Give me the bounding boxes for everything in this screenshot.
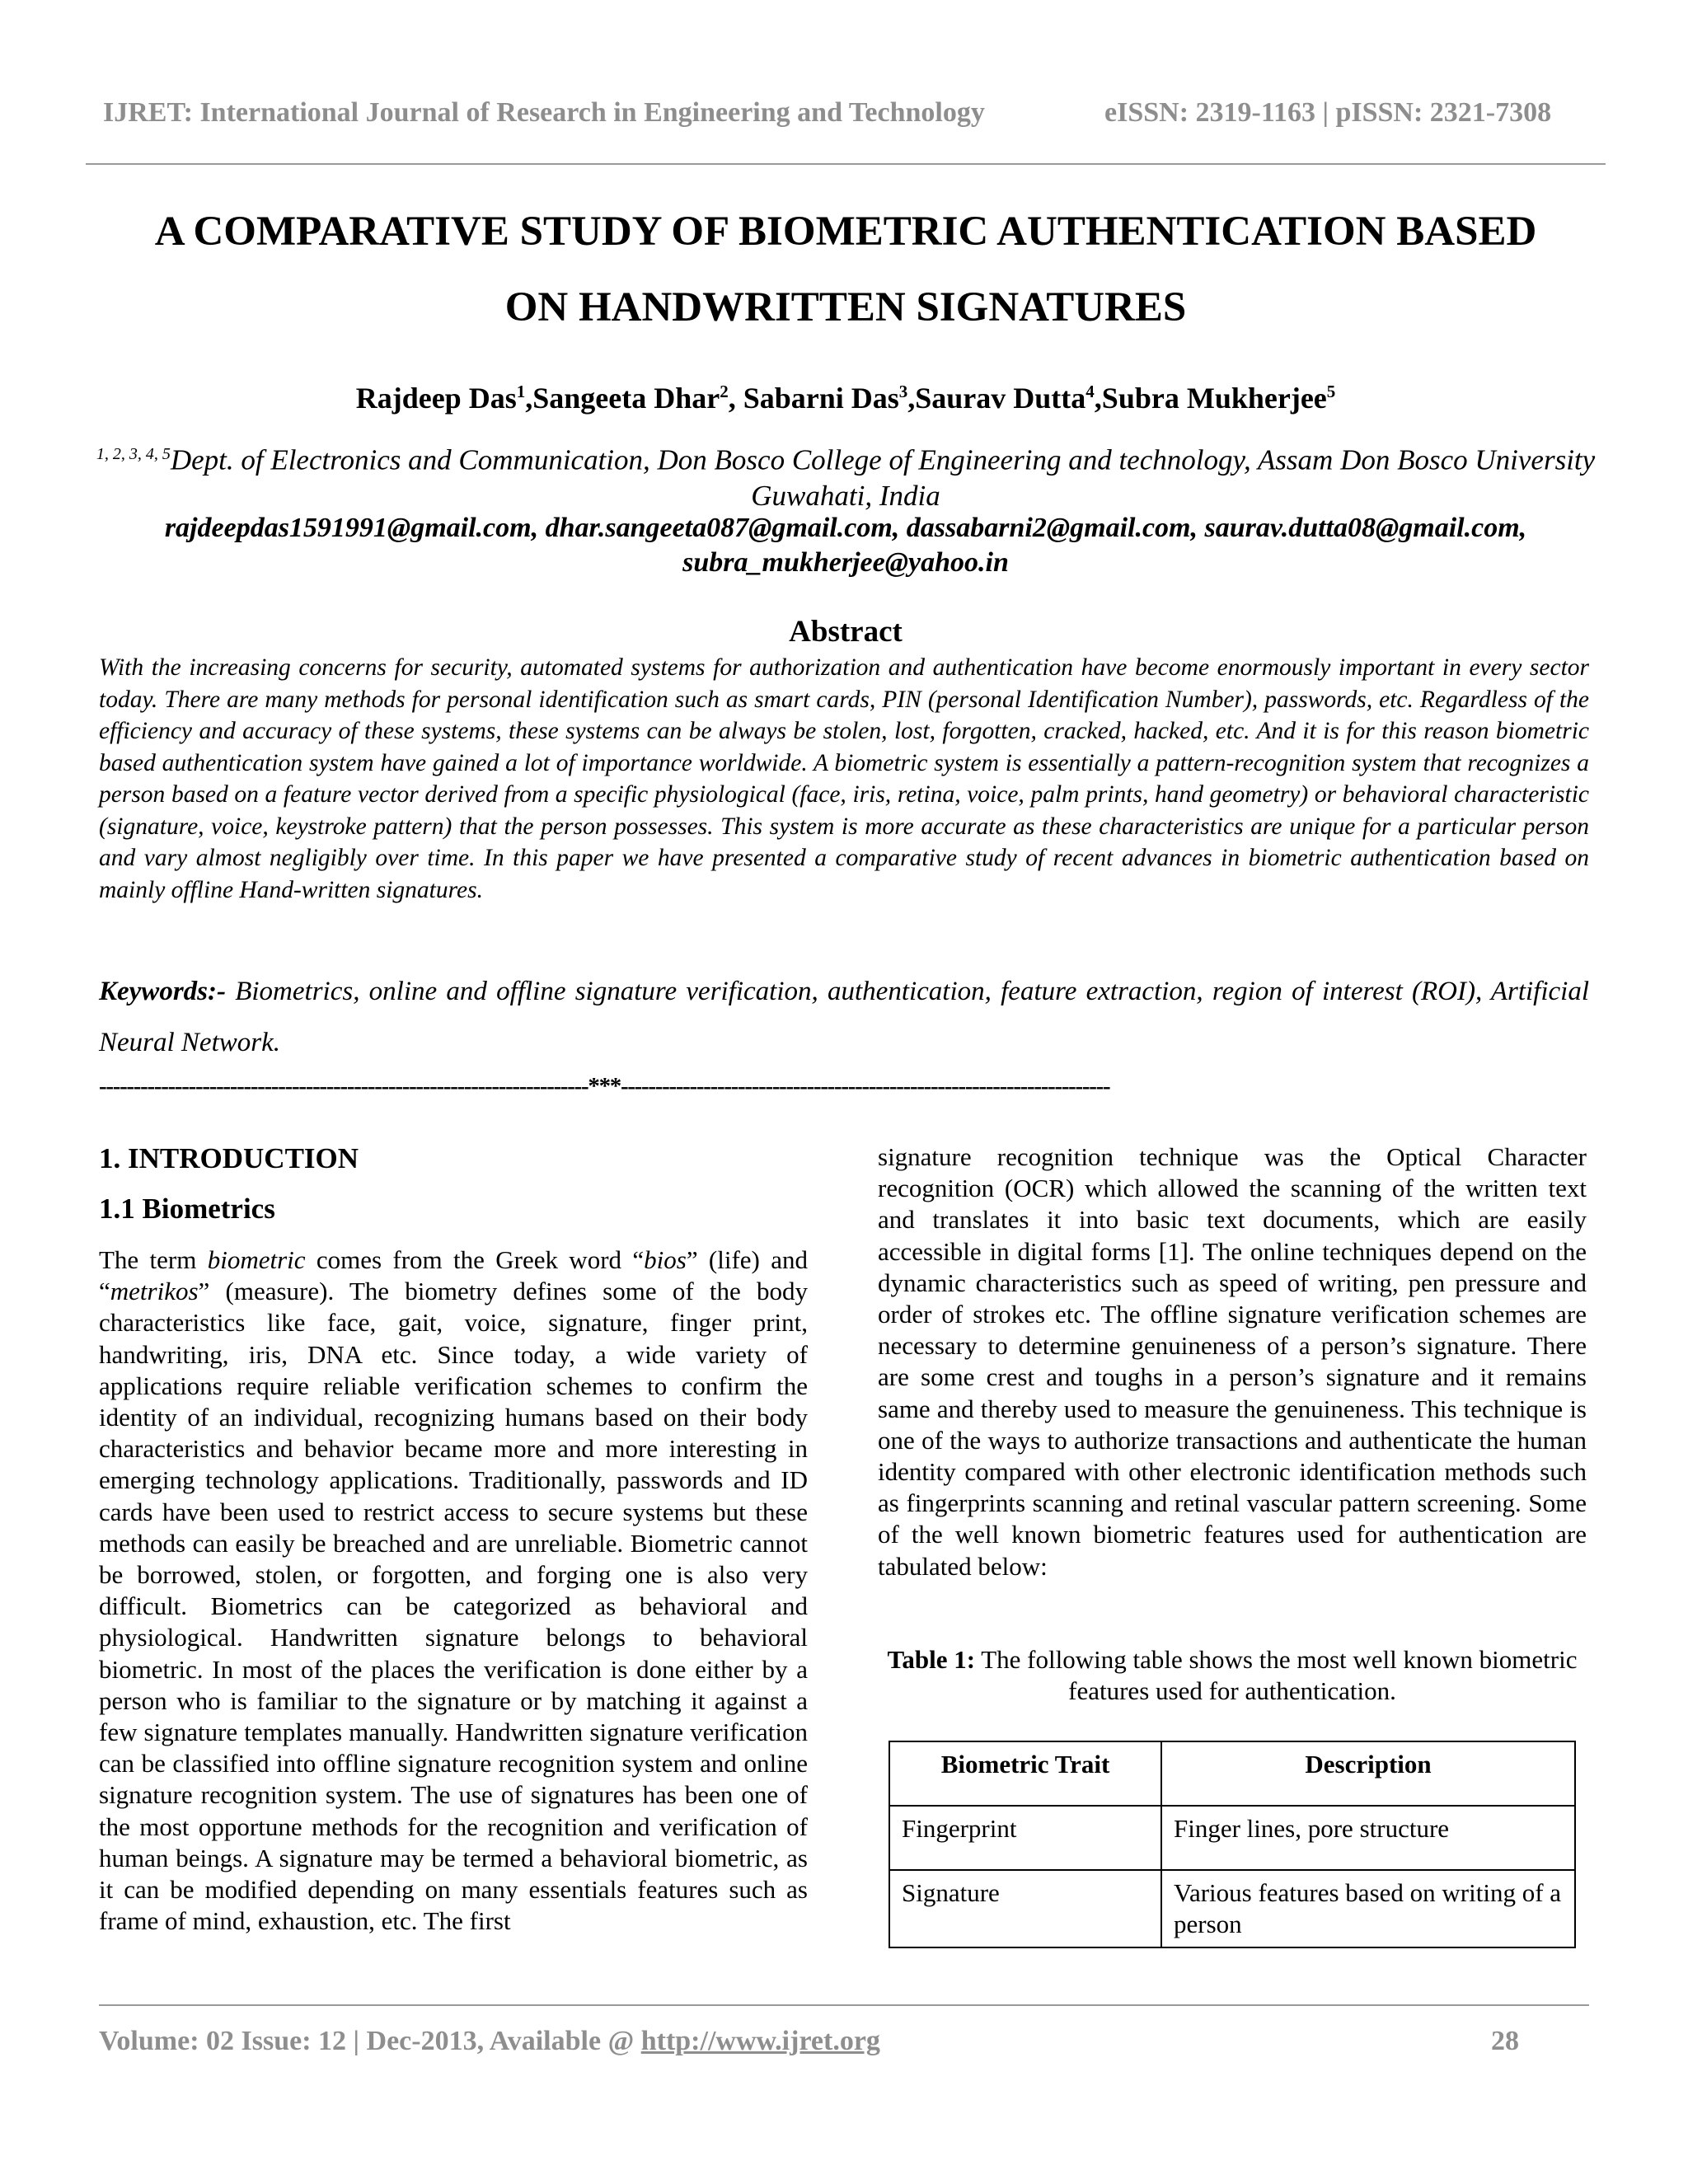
issn: eISSN: 2319-1163 | pISSN: 2321-7308: [1104, 97, 1552, 128]
journal-name: IJRET: International Journal of Research in Engineering and Technology: [103, 97, 985, 128]
author-name: Sabarni Das: [743, 382, 899, 415]
author-list: Rajdeep Das$^1$,Sangeeta Dhar$^2$, Sabarni Das$^3$,Saurav Dutta$^4$,Subra Mukherjee$^5$: [355, 382, 1336, 415]
table-caption-text: The following table shows the most well known biometric features used for authentication.: [975, 1645, 1578, 1705]
author-name: Saurav Dutta: [915, 382, 1086, 415]
keywords: [99, 966, 1589, 1068]
subsection-heading: 1.1 Biometrics: [99, 1193, 275, 1225]
table-caption: [878, 1644, 1587, 1707]
footer-text: Volume: 02 Issue: 12 | Dec-2013, Available @: [99, 2026, 641, 2056]
text-run: ” (life) and “: [99, 1245, 808, 1306]
author-sup: 2: [720, 382, 729, 401]
text-run-italic: biometric: [207, 1245, 306, 1274]
text-run-italic: metrikos: [110, 1277, 199, 1306]
page-footer: [99, 2026, 1589, 2057]
author-sup: 1: [516, 382, 526, 401]
text-run: comes from the Greek word “: [305, 1245, 645, 1274]
affiliation: [86, 437, 1606, 513]
table-cell: Various features based on writing of a person: [1161, 1870, 1575, 1947]
running-header: [103, 97, 1595, 129]
right-column-paragraph: signature recognition technique was the Optical Character recognition (OCR) which allowed the scanning of the written text and translates it into basic text documents, which are easily accessible in digital forms [1]. The online techniques depend on the dynamic characteristics such as speed of writing, pen pressure and order of strokes etc. The offline signature verification schemes are necessary to determine genuineness of a person’s signature. There are some crest and toughs in a person’s signature and it remains same and thereby used to measure the genuineness. This technique is one of the ways to authorize transactions and authenticate the human identity compared with other electronic identification methods such as fingerprints scanning and retinal vascular pattern screening. Some of the well known biometric features used for authentication are tabulated below:: [878, 1142, 1587, 1581]
footer-url-link[interactable]: http://www.ijret.org: [640, 2026, 880, 2056]
title-line-1: A COMPARATIVE STUDY OF BIOMETRIC AUTHENTICATION BASED: [154, 209, 1537, 255]
affiliation-sup: 1, 2, 3, 4, 5: [96, 445, 171, 463]
table-header-cell: Description: [1161, 1741, 1575, 1806]
title-line-2: ON HANDWRITTEN SIGNATURES: [504, 284, 1187, 330]
author-sup: 5: [1326, 382, 1336, 401]
header-rule: [86, 163, 1606, 165]
keywords-label: Keywords:-: [99, 977, 226, 1006]
table-row: [889, 1870, 1575, 1947]
table-cell: Signature: [889, 1870, 1161, 1947]
text-run: ” (measure). The biometry defines some of the body characteristics like face, gait, voice, signature, finger print, handwriting, iris, DNA etc. Since today, a wide variety of applications require reliable verification schemes to confirm the identity of an individual, recognizing humans based on their body characteristics and behavior became more and more interesting in emerging technology applications. Traditionally, passwords and ID cards have been used to restrict access to secure systems but these methods can easily be breached and are unreliable. Biometric cannot be borrowed, stolen, or forgotten, and forging one is also very difficult. Biometrics can be categorized as behavioral and physiological. Handwritten signature belongs to behavioral biometric. In most of the places the verification is done either by a person who is familiar to the signature or by matching it against a few signature templates manually. Handwritten signature verification can be classified into offline signature recognition system and online signature recognition system. The use of signatures has been one of the most opportune methods for the recognition and verification of human beings. A signature may be termed a behavioral biometric, as it can be modified depending on many essentials features such as frame of mind, exhaustion, etc. The first: [99, 1277, 808, 1936]
intro-paragraph: [99, 1244, 808, 1937]
text-run: The term: [99, 1245, 208, 1274]
page-number: 28: [1491, 2026, 1519, 2056]
section-heading: 1. INTRODUCTION: [99, 1142, 359, 1174]
table-cell: Finger lines, pore structure: [1161, 1806, 1575, 1870]
paper-title: [86, 194, 1606, 345]
table-header-row: [889, 1741, 1575, 1806]
author-sup: 4: [1085, 382, 1095, 401]
abstract-text: With the increasing concerns for security, automated systems for authorization and authentication have become enormously important in every sector today. There are many methods for personal identification such as smart cards, PIN (personal Identification Number), passwords, etc. Regardless of the efficiency and accuracy of these systems, these systems can be always be stolen, lost, forgotten, cracked, hacked, etc. And it is for this reason biometric based authentication system have gained a lot of importance worldwide. A biometric system is essentially a pattern-recognition system that recognizes a person based on a feature vector derived from a specific physiological (face, iris, retina, voice, palm prints, hand geometry) or behavioral characteristic (signature, voice, keystroke pattern) that the person possesses. This system is more accurate as these characteristics are unique for a particular person and vary almost negligibly over time. In this paper we have presented a comparative study of recent advances in biometric authentication based on mainly offline Hand-written signatures.: [99, 654, 1589, 903]
biometric-table: [889, 1741, 1576, 1948]
table-caption-label: Table 1:: [887, 1645, 976, 1674]
author-sup: 3: [898, 382, 908, 401]
abstract-heading: Abstract: [789, 615, 903, 649]
author-name: Sangeeta Dhar: [532, 382, 720, 415]
footer-rule: [99, 2004, 1589, 2006]
affiliation-text: Dept. of Electronics and Communication, Don Bosco College of Engineering and technology, Assam Don Bosco University Guwahati, India: [170, 443, 1596, 512]
author-name: Subra Mukherjee: [1101, 382, 1327, 415]
section-separator: -----------------------------------------------------------------------***-----------------------------------------------------------------------: [99, 1073, 1110, 1099]
keywords-text: Biometrics, online and offline signature verification, authentication, feature extraction, region of interest (ROI), Artificial Neural Network.: [99, 977, 1589, 1057]
table-row: [889, 1806, 1575, 1870]
text-run-italic: bios: [644, 1245, 687, 1274]
author-name: Rajdeep Das: [355, 382, 517, 415]
author-emails: rajdeepdas1591991@gmail.com, dhar.sangeeta087@gmail.com, dassabarni2@gmail.com, saurav.dutta08@gmail.com, subra_mukherjee@yahoo.in: [164, 513, 1527, 578]
table-header-cell: Biometric Trait: [889, 1741, 1161, 1806]
table-cell: Fingerprint: [889, 1806, 1161, 1870]
